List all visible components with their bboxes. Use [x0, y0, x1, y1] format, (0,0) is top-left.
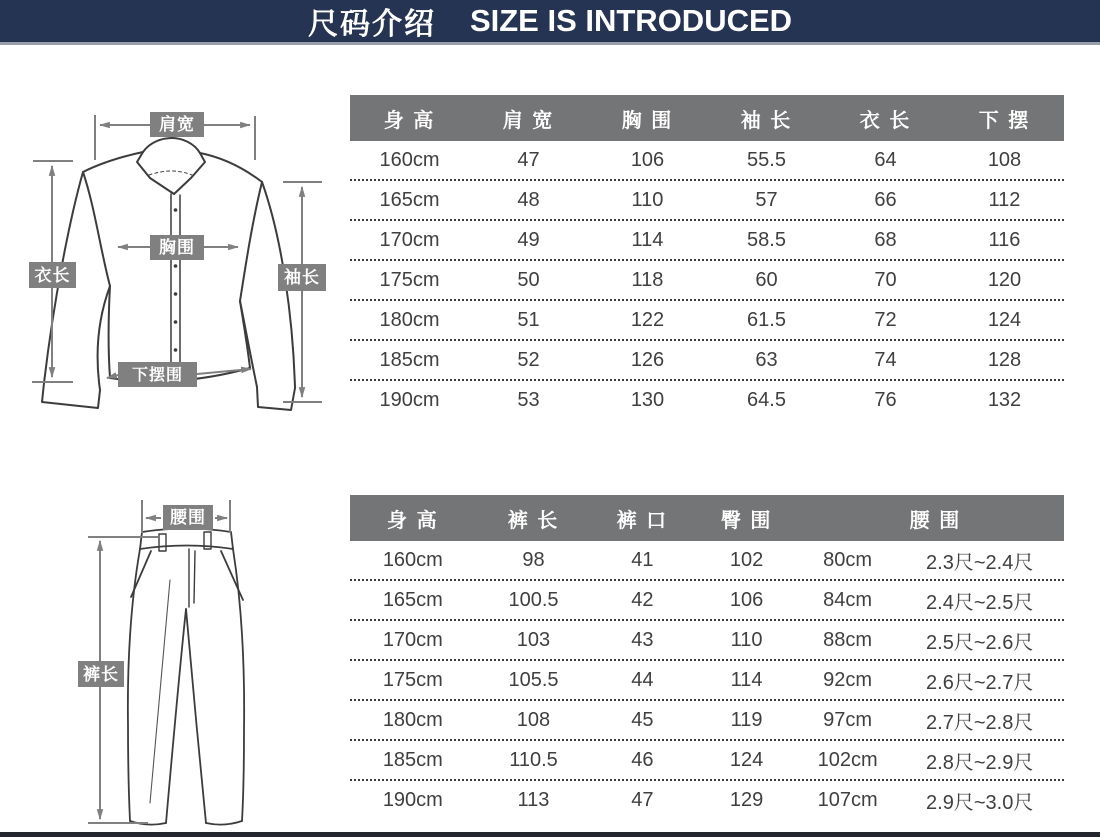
table-cell: 116: [988, 228, 1021, 251]
shirt-table-header-row: [350, 95, 1064, 141]
pants-size-table: [350, 495, 1064, 819]
column-header: 袖 长: [740, 109, 793, 132]
table-cell: 60: [755, 268, 778, 291]
table-cell: 72: [874, 308, 897, 331]
table-cell: 43: [631, 628, 654, 651]
table-cell: 2.6尺~2.7尺: [926, 671, 1034, 694]
table-cell: 114: [631, 228, 664, 251]
table-cell: 105.5: [508, 668, 559, 691]
table-cell: 108: [516, 708, 551, 731]
table-cell: 103: [516, 628, 551, 651]
banner-title-chinese: 尺码介绍: [307, 8, 436, 41]
table-cell: 165cm: [382, 588, 443, 611]
hem-label: 下摆围: [131, 367, 184, 384]
table-cell: 102cm: [817, 748, 878, 771]
table-cell: 46: [631, 748, 654, 771]
table-cell: 129: [729, 788, 764, 811]
table-cell: 100.5: [508, 588, 559, 611]
table-cell: 42: [631, 588, 654, 611]
table-cell: 107cm: [817, 788, 878, 811]
shoulder-width-label: 肩宽: [159, 115, 195, 134]
table-row: [350, 381, 1064, 419]
table-cell: 92cm: [823, 668, 873, 691]
table-cell: 102: [729, 548, 764, 571]
table-cell: 50: [517, 268, 540, 291]
table-cell: 106: [630, 148, 665, 171]
column-header: 臀 围: [720, 509, 773, 532]
table-row: [350, 301, 1064, 341]
table-cell: 170cm: [379, 228, 440, 251]
table-cell: 175cm: [382, 668, 443, 691]
pants-length-label: 裤长: [83, 665, 119, 684]
sleeve-length-label: 袖长: [284, 268, 320, 287]
table-cell: 76: [874, 388, 897, 411]
table-row: [350, 261, 1064, 301]
column-header: 下 摆: [978, 109, 1031, 132]
table-cell: 64: [874, 148, 897, 171]
shirt-size-table: [350, 95, 1064, 419]
table-cell: 112: [988, 188, 1021, 211]
table-cell: 55.5: [747, 148, 786, 171]
table-cell: 44: [631, 668, 654, 691]
pants-measurement-diagram: [0, 485, 345, 835]
column-header: 衣 长: [859, 109, 912, 132]
table-cell: 63: [755, 348, 778, 371]
table-cell: 41: [631, 548, 654, 571]
table-cell: 68: [874, 228, 897, 251]
table-cell: 2.5尺~2.6尺: [926, 631, 1034, 654]
shirt-buttons: [174, 208, 178, 352]
column-header: 腰 围: [909, 509, 962, 532]
table-row: [350, 781, 1064, 819]
shirt-diagram-labels: [29, 112, 326, 387]
table-cell: 106: [729, 588, 764, 611]
table-cell: 57: [755, 188, 778, 211]
table-cell: 51: [517, 308, 540, 331]
table-cell: 66: [874, 188, 897, 211]
table-cell: 2.3尺~2.4尺: [926, 551, 1034, 574]
table-cell: 108: [987, 148, 1022, 171]
table-cell: 49: [517, 228, 540, 251]
table-cell: 124: [729, 748, 764, 771]
table-cell: 160cm: [382, 548, 443, 571]
table-cell: 165cm: [379, 188, 440, 211]
table-cell: 47: [517, 148, 540, 171]
table-row: [350, 581, 1064, 621]
table-cell: 119: [730, 708, 763, 731]
table-row: [350, 661, 1064, 701]
section-divider-bar: [0, 832, 1100, 837]
table-cell: 185cm: [382, 748, 443, 771]
garment-length-label: 衣长: [34, 266, 71, 285]
banner-title-english: SIZE IS INTRODUCED: [469, 3, 793, 38]
table-cell: 47: [631, 788, 654, 811]
table-cell: 52: [517, 348, 540, 371]
table-cell: 64.5: [747, 388, 786, 411]
page-title-banner: [0, 0, 1100, 45]
table-cell: 80cm: [823, 548, 873, 571]
table-cell: 130: [630, 388, 665, 411]
pants-sketch: [128, 529, 244, 825]
table-row: [350, 221, 1064, 261]
column-header: 裤 口: [616, 509, 669, 532]
table-cell: 128: [987, 348, 1022, 371]
column-header: 裤 长: [507, 509, 560, 532]
table-cell: 110.5: [509, 748, 558, 771]
column-header: 胸 围: [621, 109, 674, 132]
table-cell: 120: [987, 268, 1022, 291]
table-cell: 160cm: [379, 148, 440, 171]
table-cell: 170cm: [382, 628, 443, 651]
table-row: [350, 701, 1064, 741]
chest-label: 胸围: [159, 238, 195, 257]
shirt-measurement-diagram: [0, 58, 345, 430]
table-cell: 190cm: [382, 788, 443, 811]
table-cell: 2.9尺~3.0尺: [926, 791, 1034, 814]
table-cell: 2.7尺~2.8尺: [926, 711, 1034, 734]
table-row: [350, 741, 1064, 781]
table-cell: 48: [517, 188, 540, 211]
table-cell: 132: [987, 388, 1022, 411]
table-cell: 58.5: [747, 228, 786, 251]
table-cell: 61.5: [747, 308, 786, 331]
table-cell: 122: [630, 308, 665, 331]
table-row: [350, 181, 1064, 221]
table-cell: 70: [874, 268, 897, 291]
column-header: 身 高: [383, 109, 436, 132]
column-header: 肩 宽: [502, 109, 555, 132]
table-cell: 88cm: [823, 628, 873, 651]
table-row: [350, 341, 1064, 381]
table-cell: 98: [522, 548, 545, 571]
table-cell: 113: [517, 788, 550, 811]
column-header: 身 高: [387, 509, 439, 532]
table-cell: 110: [631, 188, 664, 211]
table-cell: 114: [730, 668, 763, 691]
table-cell: 84cm: [823, 588, 873, 611]
pants-table-header-row: [350, 495, 1064, 541]
table-cell: 2.4尺~2.5尺: [926, 591, 1034, 614]
table-row: [350, 621, 1064, 661]
table-cell: 180cm: [382, 708, 443, 731]
table-cell: 110: [730, 628, 763, 651]
table-row: [350, 541, 1064, 581]
table-cell: 118: [631, 268, 664, 291]
table-cell: 175cm: [379, 268, 440, 291]
table-cell: 45: [631, 708, 654, 731]
table-cell: 180cm: [379, 308, 440, 331]
table-cell: 190cm: [379, 388, 440, 411]
table-cell: 126: [630, 348, 665, 371]
waist-label: 腰围: [170, 508, 206, 527]
table-cell: 97cm: [823, 708, 873, 731]
table-cell: 74: [874, 348, 897, 371]
table-cell: 124: [987, 308, 1022, 331]
table-cell: 2.8尺~2.9尺: [926, 751, 1034, 774]
table-row: [350, 141, 1064, 181]
table-cell: 185cm: [379, 348, 440, 371]
table-cell: 53: [517, 388, 540, 411]
